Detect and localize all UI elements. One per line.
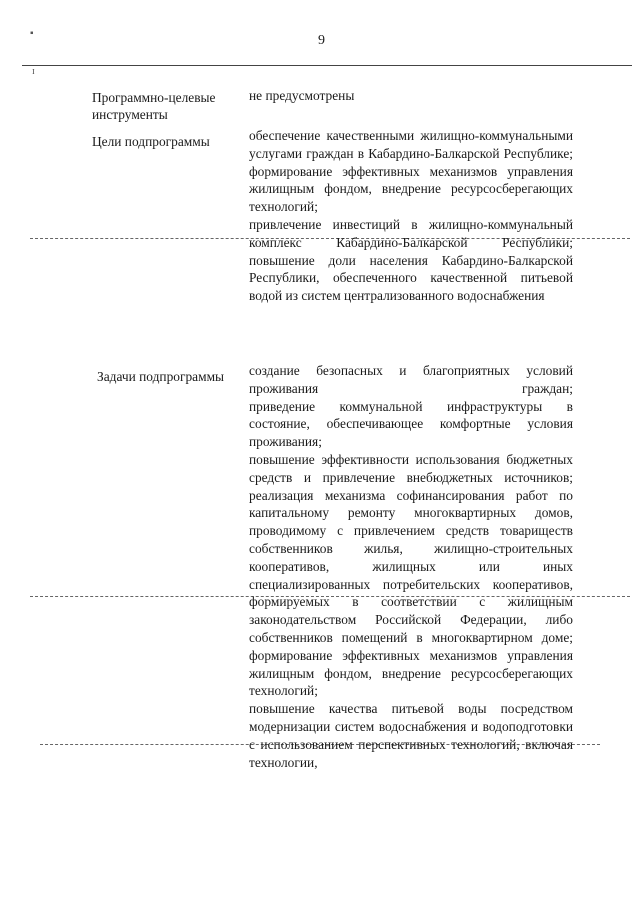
- task-item: создание безопасных и благоприятных условий проживания граждан;: [249, 363, 573, 396]
- goal-item: обеспечение качественными жилищно-коммунальными услугами граждан в Кабардино-Балкарской Республике;: [249, 128, 573, 161]
- task-item: формирование эффективных механизмов управления жилищным фондом, внедрение ресурсосберегающих технологий;: [249, 647, 573, 699]
- page-number: 9: [318, 33, 325, 48]
- task-item: повышение эффективности использования бюджетных средств и привлечение внебюджетных источников;: [249, 451, 573, 485]
- goal-item: формирование эффективных механизмов управления жилищным фондом, внедрение ресурсосберегающих технологий;: [249, 163, 573, 215]
- task-item: приведение коммунальной инфраструктуры в состояние, обеспечивающее комфортные условия проживания;: [249, 398, 573, 450]
- goal-item: привлечение инвестиций в жилищно-коммунальный комплекс Кабардино-Балкарской Республики;: [249, 216, 573, 250]
- instruments-value: не предусмотрены: [249, 88, 355, 103]
- tasks-list: [249, 362, 573, 771]
- goal-item: повышение доли населения Кабардино-Балкарской Республики, обеспеченного качественной питьевой водой из систем централизованного водоснабжения: [249, 252, 573, 304]
- task-item: повышение качества питьевой воды посредством модернизации систем водоснабжения и водоподготовки с использованием перспективных технологий, включая технологии,: [249, 701, 573, 770]
- goals-label: Цели подпрограммы: [92, 134, 210, 149]
- task-item: реализация механизма софинансирования работ по капитальному ремонту многоквартирных домов, проводимому с привлечением средств товариществ собственников жилья, жилищно-строительных кооперативов, жилищных или иных специализированных потребительских кооперативов, формируемых в соответствии с жилищным законодательством Российской Федерации, либо собственников помещений в многоквартирном доме;: [249, 487, 573, 645]
- instruments-label: Программно-целевые инструменты: [92, 90, 216, 122]
- tasks-label: Задачи подпрограммы: [97, 369, 225, 384]
- scan-mark-left: ɪ: [32, 66, 35, 77]
- scan-mark-top-left: ▪: [30, 28, 34, 39]
- goals-list: [249, 127, 573, 305]
- header-rule: [22, 65, 632, 66]
